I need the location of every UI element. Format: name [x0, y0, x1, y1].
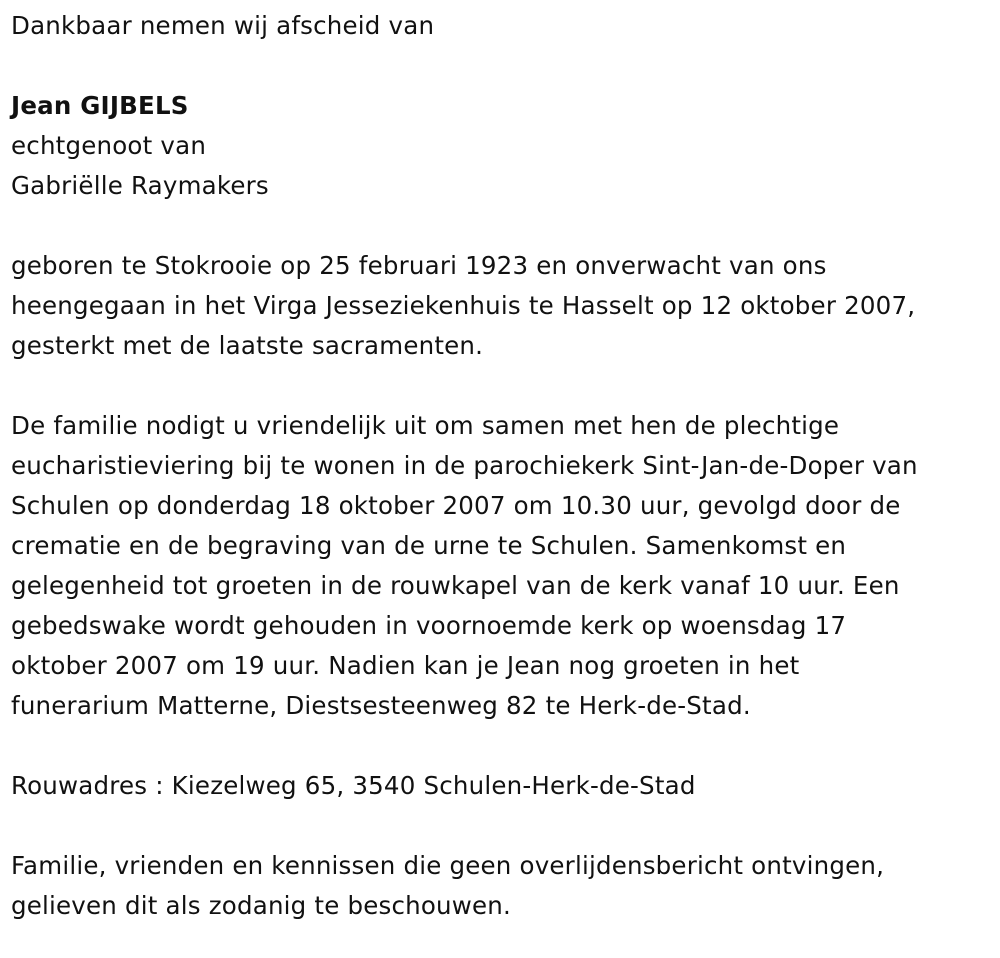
deceased-name: Jean GIJBELS	[11, 91, 189, 120]
paragraph-line: Familie, vrienden en kennissen die geen overlijdensbericht ontvingen,	[11, 851, 885, 880]
paragraph-line: gelegenheid tot groeten in de rouwkapel van de kerk vanaf 10 uur. Een	[11, 571, 900, 600]
closing-paragraph	[11, 846, 991, 926]
spacer	[11, 46, 991, 86]
paragraph-line: geboren te Stokrooie op 25 februari 1923 en onverwacht van ons	[11, 251, 827, 280]
paragraph-line: crematie en de begraving van de urne te Schulen. Samenkomst en	[11, 531, 847, 560]
paragraph-line: heengegaan in het Virga Jesseziekenhuis te Hasselt op 12 oktober 2007,	[11, 291, 916, 320]
mourning-address: Rouwadres : Kiezelweg 65, 3540 Schulen-Herk-de-Stad	[11, 771, 696, 800]
paragraph-line: gesterkt met de laatste sacramenten.	[11, 331, 484, 360]
paragraph-line: De familie nodigt u vriendelijk uit om samen met hen de plechtige	[11, 411, 840, 440]
paragraph-line: gebedswake wordt gehouden in voornoemde kerk op woensdag 17	[11, 611, 847, 640]
spacer	[11, 806, 991, 846]
paragraph-line: oktober 2007 om 19 uur. Nadien kan je Jean nog groeten in het	[11, 651, 800, 680]
paragraph-line: eucharistieviering bij te wonen in de parochiekerk Sint-Jan-de-Doper van	[11, 451, 918, 480]
obituary-notice	[11, 6, 991, 926]
relation-text: echtgenoot van	[11, 131, 207, 160]
ceremony-paragraph	[11, 406, 991, 726]
paragraph-line: Schulen op donderdag 18 oktober 2007 om 10.30 uur, gevolgd door de	[11, 491, 901, 520]
spacer	[11, 366, 991, 406]
spacer	[11, 206, 991, 246]
spacer	[11, 726, 991, 766]
paragraph-line: funerarium Matterne, Diestsesteenweg 82 te Herk-de-Stad.	[11, 691, 751, 720]
paragraph-line: gelieven dit als zodanig te beschouwen.	[11, 891, 512, 920]
intro-text: Dankbaar nemen wij afscheid van	[11, 11, 435, 40]
spouse-name: Gabriëlle Raymakers	[11, 171, 269, 200]
birth-death-paragraph	[11, 246, 991, 366]
